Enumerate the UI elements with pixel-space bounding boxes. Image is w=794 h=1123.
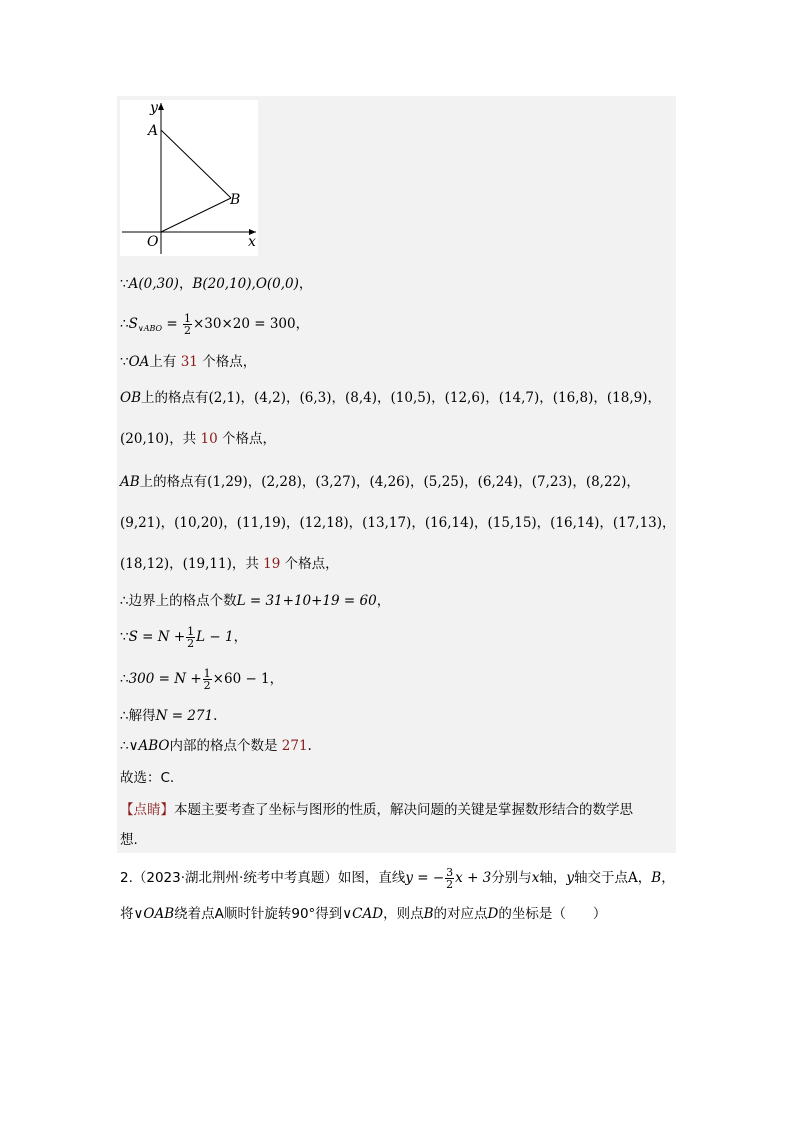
segment-OB: OB (120, 390, 141, 406)
therefore-symbol: ∴ (120, 316, 129, 332)
line-AB-points-1: AB上的格点有(1,29)，(2,28)，(3,27)，(4,26)，(5,25)，(6,24)，(7,23)，(8,22)， (120, 474, 640, 490)
AB-point-list-2: (9,21)，(10,20)，(11,19)，(12,18)，(13,17)，(16,14)，(15,15)，(16,14)，(17,13)， (120, 515, 676, 531)
label-x: x (248, 234, 256, 250)
fraction-half: $\frac{1}{2}$ (183, 312, 191, 337)
interior-count: 271 (281, 738, 308, 754)
coordinate-figure (120, 100, 258, 256)
count-OB: 10 (200, 431, 218, 447)
segment-AB: AB (120, 474, 140, 490)
separator: ， (298, 276, 313, 292)
line-boundary-count: ∴边界上的格点个数L = 31+10+19 = 60， (120, 593, 391, 609)
label-A: A (148, 123, 159, 139)
label-O: O (147, 234, 159, 250)
count-AB: 19 (263, 556, 281, 572)
equals: = (162, 316, 182, 332)
count-OA: 31 (180, 354, 198, 370)
segment-AB (161, 130, 231, 198)
label-B: B (230, 192, 241, 208)
answer-choice: 故选：C. (120, 770, 175, 786)
OB-point-list: (2,1)，(4,2)，(6,3)，(8,4)，(10,5)，(12,6)，(14,7)，(16,8)，(18,9)， (208, 390, 661, 406)
comment-badge: 【点睛】 (120, 802, 174, 818)
boundary-equation: L = 31+10+19 = 60 (236, 593, 377, 609)
triangle-diagram (120, 100, 258, 256)
because-symbol: ∵ (120, 276, 129, 292)
line-given-points (120, 274, 312, 294)
fraction-half: $\frac{1}{2}$ (203, 667, 211, 692)
fraction-half: $\frac{1}{2}$ (187, 625, 195, 650)
line-OB-points: OB上的格点有(2,1)，(4,2)，(6,3)，(8,4)，(10,5)，(12,6)，(14,7)，(16,8)，(18,9)， (120, 390, 661, 406)
line-solve: ∴解得N = 271. (120, 708, 218, 724)
question-2-line-2: 将∨OAB绕着点A顺时针旋转90°得到∨CAD，则点B的对应点D的坐标是（ ） (120, 906, 607, 922)
comment-line: 【点睛】本题主要考查了坐标与图形的性质，解决问题的关键是掌握数形结合的数学思 (120, 802, 633, 818)
point-A: A(0,30) (128, 276, 179, 292)
area-expression: ×30×20 = 300 (192, 316, 296, 332)
points-B-O: B(20,10),O(0,0) (192, 276, 299, 292)
line-pick-formula: ∵S = N + $\frac{1}{2}$ L − 1， (120, 625, 248, 650)
label-y: y (150, 100, 158, 116)
line-interior-count: ∴∨ABO内部的格点个数是 271. (120, 738, 312, 754)
y-axis-arrow (158, 103, 164, 110)
comment-line-end: 想. (120, 832, 138, 848)
area-subscript: ∨ABO (137, 324, 163, 333)
AB-point-list-1: (1,29)，(2,28)，(3,27)，(4,26)，(5,25)，(6,24)，(7,23)，(8,22)， (207, 474, 640, 490)
segment-OA: OA (128, 354, 150, 370)
line-area: $\therefore S_{\vee ABO}$ = $\frac{1}{2}$ ×30×20 = 300， (120, 312, 310, 337)
fraction-three-halves: $\frac{3}{2}$ (446, 866, 454, 891)
line-AB-points-2 (120, 513, 676, 533)
line-OA-points: ∵OA上有 31 个格点， (120, 354, 257, 370)
separator: ， (178, 276, 193, 292)
area-symbol: S (128, 316, 138, 332)
question-2-line-1: 2.（2023·湖北荆州·统考中考真题）如图，直线y = − $\frac{3}{2}$ x + 3分别与x轴，y轴交于点A，B， (120, 866, 675, 891)
line-OB-count: (20,10)，共 10 个格点， (120, 431, 276, 447)
segment-OB (161, 198, 231, 232)
line-substitution: ∴300 = N + $\frac{1}{2}$ ×60 − 1， (120, 667, 284, 692)
line-AB-count: (18,12)，(19,11)，共 19 个格点， (120, 556, 339, 572)
